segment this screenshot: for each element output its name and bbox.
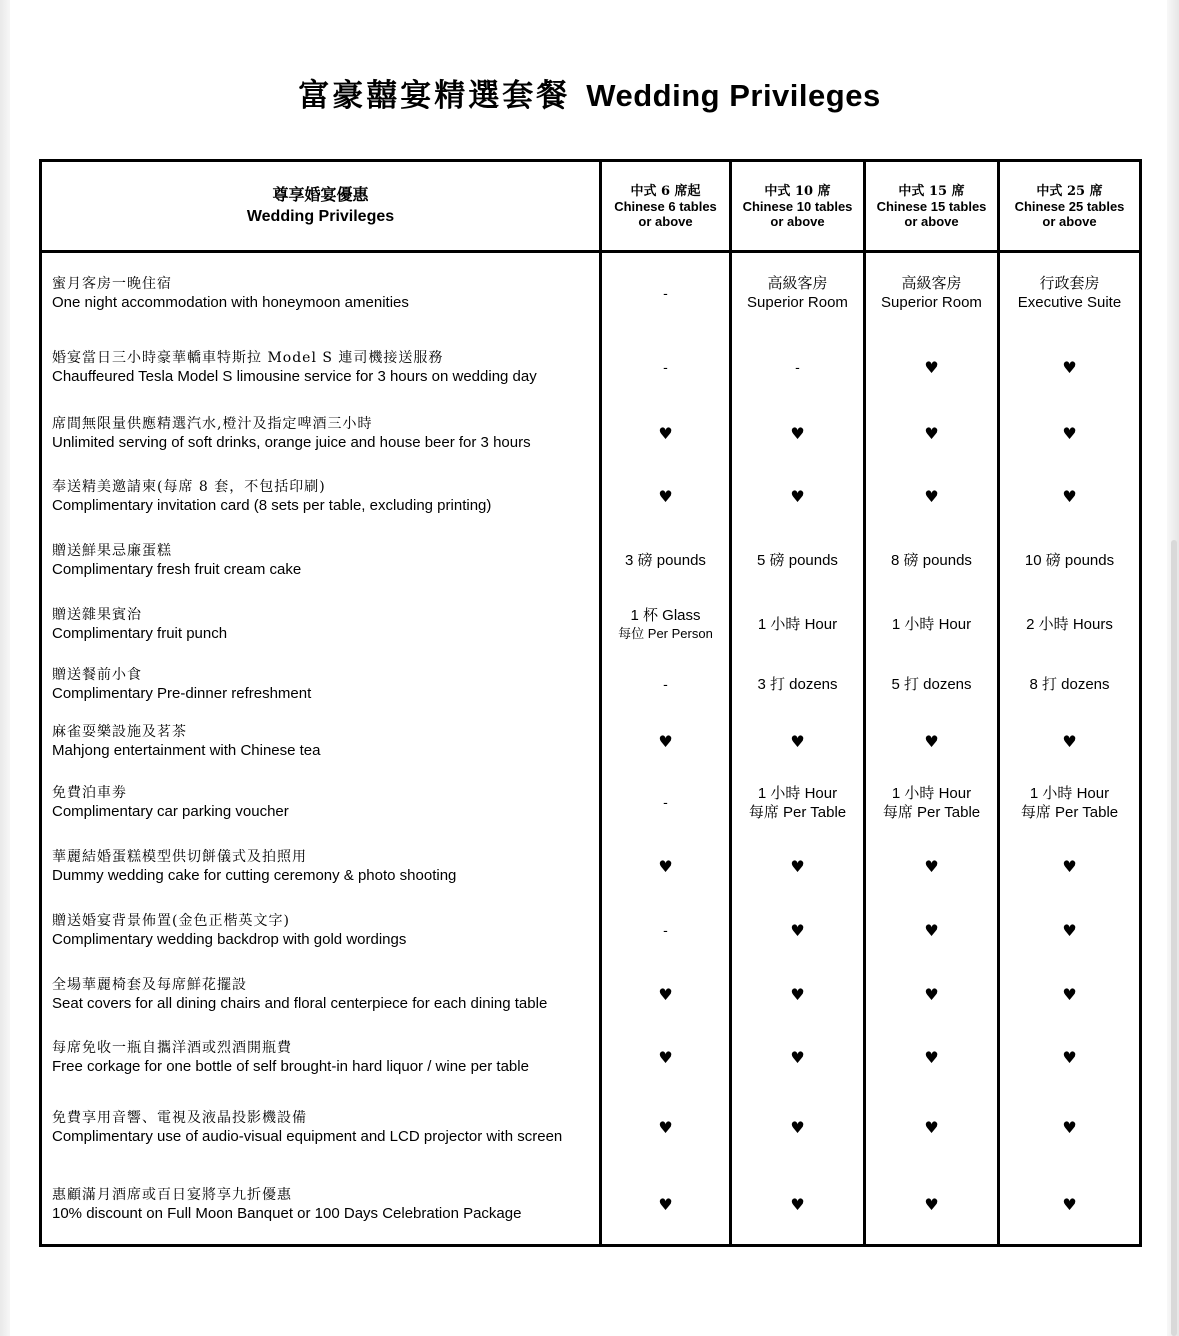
- included-cell: [865, 1026, 999, 1090]
- included-cell: [601, 836, 731, 898]
- cell-text: 2 小時 Hours: [1026, 616, 1113, 633]
- table-row: [41, 1090, 1141, 1166]
- privilege-zh: 全場華麗椅套及每席鮮花擺設: [52, 977, 247, 993]
- value-cell: [999, 594, 1141, 656]
- privilege-description: [41, 1090, 601, 1166]
- heart-icon: ♥: [790, 424, 805, 443]
- header-col-zh: 中式 6 席起: [630, 183, 701, 199]
- cell-text: 5 磅 pounds: [757, 552, 838, 569]
- included-cell: [999, 1026, 1141, 1090]
- page-title-zh: 富豪囍宴精選套餐: [298, 78, 571, 114]
- value-cell: [731, 252, 865, 334]
- included-cell: [865, 1166, 999, 1246]
- privilege-zh: 免費享用音響、電視及液晶投影機設備: [52, 1110, 307, 1126]
- heart-icon: ♥: [790, 921, 805, 940]
- heart-icon: ♥: [658, 1195, 673, 1215]
- privilege-zh: 奉送精美邀請柬(每席 8 套，不包括印刷): [52, 479, 326, 495]
- heart-icon: ♥: [790, 857, 805, 876]
- privilege-zh: 麻雀耍樂設施及茗茶: [52, 724, 187, 740]
- included-cell: [601, 466, 731, 528]
- header-col-en2: or above: [1042, 213, 1097, 229]
- table-row: [41, 1166, 1141, 1246]
- included-cell: [601, 1166, 731, 1246]
- privilege-description: [41, 1166, 601, 1246]
- value-cell: [865, 770, 999, 836]
- included-cell: [601, 964, 731, 1026]
- cell-text: 1 小時 Hour: [891, 616, 972, 633]
- dash-mark: -: [663, 359, 668, 375]
- value-cell: [865, 656, 999, 714]
- value-cell: [601, 528, 731, 594]
- table-row: [41, 714, 1141, 770]
- page-title: [0, 70, 1179, 115]
- privilege-description: [41, 714, 601, 770]
- included-cell: [999, 714, 1141, 770]
- value-cell: [731, 594, 865, 656]
- table-row: [41, 334, 1141, 402]
- header-col-10-tables: [731, 161, 865, 252]
- cell-text: 3 打 dozens: [757, 676, 838, 693]
- privilege-en: Complimentary invitation card (8 sets per table, excluding printing): [52, 497, 492, 514]
- header-col-en2: or above: [770, 213, 825, 229]
- table-row: [41, 528, 1141, 594]
- dash-mark: -: [663, 922, 668, 938]
- privilege-zh: 蜜月客房一晚住宿: [52, 275, 172, 292]
- heart-icon: ♥: [924, 1048, 939, 1067]
- header-col-en1: Chinese 15 tables: [876, 198, 987, 214]
- included-cell: [865, 964, 999, 1026]
- not-included-cell: [601, 770, 731, 836]
- privilege-zh: 贈送餐前小食: [52, 667, 142, 683]
- included-cell: [999, 1090, 1141, 1166]
- included-cell: [865, 466, 999, 528]
- privilege-en: Complimentary fresh fruit cream cake: [52, 561, 302, 578]
- privilege-description: [41, 528, 601, 594]
- included-cell: [731, 1166, 865, 1246]
- table-row: [41, 1026, 1141, 1090]
- privilege-description: [41, 656, 601, 714]
- privilege-en: Chauffeured Tesla Model S limousine service for 3 hours on wedding day: [52, 368, 537, 385]
- header-privileges-en: Wedding Privileges: [246, 208, 395, 225]
- privilege-en: Complimentary wedding backdrop with gold wordings: [52, 931, 407, 948]
- included-cell: [999, 836, 1141, 898]
- privilege-en: Complimentary car parking voucher: [52, 803, 289, 820]
- privilege-en: Free corkage for one bottle of self brought-in hard liquor / wine per table: [52, 1058, 529, 1075]
- included-cell: [865, 836, 999, 898]
- privilege-en: Dummy wedding cake for cutting ceremony & photo shooting: [52, 867, 457, 884]
- cell-text: Executive Suite: [1017, 294, 1122, 312]
- header-col-en1: Chinese 6 tables: [614, 198, 717, 214]
- heart-icon: ♥: [658, 1118, 673, 1137]
- heart-icon: ♥: [924, 487, 939, 506]
- privilege-zh: 婚宴當日三小時豪華轎車特斯拉 Model S 連司機接送服務: [52, 350, 444, 366]
- included-cell: [999, 334, 1141, 402]
- heart-icon: ♥: [790, 1118, 805, 1137]
- included-cell: [601, 402, 731, 466]
- heart-icon: ♥: [1062, 358, 1077, 377]
- heart-icon: ♥: [924, 857, 939, 876]
- cell-text: 1 小時 Hour: [1029, 784, 1110, 802]
- cell-text: 8 打 dozens: [1029, 676, 1110, 693]
- privilege-zh: 贈送鮮果忌廉蛋糕: [52, 543, 172, 559]
- included-cell: [999, 1166, 1141, 1246]
- cell-text: 1 杯 Glass: [630, 607, 701, 624]
- cell-text: 每席 Per Table: [1020, 803, 1119, 821]
- not-included-cell: [601, 252, 731, 334]
- value-cell: [731, 656, 865, 714]
- privilege-zh: 每席免收一瓶自攜洋酒或烈酒開瓶費: [52, 1040, 292, 1056]
- table-row: [41, 594, 1141, 656]
- included-cell: [601, 1090, 731, 1166]
- heart-icon: ♥: [790, 487, 805, 506]
- privilege-zh: 贈送婚宴背景佈置(金色正楷英文字): [52, 913, 290, 929]
- value-cell: [731, 770, 865, 836]
- header-col-15-tables: [865, 161, 999, 252]
- heart-icon: ♥: [924, 1195, 939, 1215]
- not-included-cell: [601, 898, 731, 964]
- cell-text: 1 小時 Hour: [891, 784, 972, 802]
- dash-mark: -: [663, 284, 668, 301]
- header-privileges: [41, 161, 601, 252]
- cell-text: 每席 Per Table: [748, 803, 847, 821]
- heart-icon: ♥: [924, 985, 939, 1004]
- header-col-en2: or above: [904, 213, 959, 229]
- table-row: [41, 656, 1141, 714]
- header-col-en1: Chinese 25 tables: [1014, 198, 1125, 214]
- included-cell: [731, 466, 865, 528]
- heart-icon: ♥: [658, 1048, 673, 1067]
- included-cell: [999, 466, 1141, 528]
- privilege-zh: 惠顧滿月酒席或百日宴將享九折優惠: [52, 1187, 292, 1204]
- cell-text: 1 小時 Hour: [757, 784, 838, 802]
- privilege-en: Unlimited serving of soft drinks, orange juice and house beer for 3 hours: [52, 434, 531, 451]
- privilege-zh: 贈送雜果賓治: [52, 607, 142, 623]
- header-col-en1: Chinese 10 tables: [742, 198, 853, 214]
- value-cell: [999, 252, 1141, 334]
- value-cell: [999, 528, 1141, 594]
- heart-icon: ♥: [924, 1118, 939, 1137]
- table-row: [41, 402, 1141, 466]
- included-cell: [999, 964, 1141, 1026]
- heart-icon: ♥: [658, 732, 673, 751]
- heart-icon: ♥: [1062, 1118, 1077, 1137]
- header-privileges-zh: 尊享婚宴優惠: [272, 185, 369, 204]
- privilege-en: One night accommodation with honeymoon amenities: [52, 293, 409, 311]
- dash-mark: -: [663, 676, 668, 692]
- value-cell: [865, 594, 999, 656]
- heart-icon: ♥: [924, 358, 939, 377]
- not-included-cell: [731, 334, 865, 402]
- heart-icon: ♥: [1062, 985, 1077, 1004]
- included-cell: [731, 898, 865, 964]
- cell-text: 行政套房: [1039, 275, 1100, 293]
- heart-icon: ♥: [790, 985, 805, 1004]
- heart-icon: ♥: [658, 985, 673, 1004]
- privilege-description: [41, 898, 601, 964]
- privilege-description: [41, 252, 601, 334]
- heart-icon: ♥: [658, 424, 673, 443]
- cell-text: 5 打 dozens: [891, 676, 972, 693]
- header-col-zh: 中式 25 席: [1036, 183, 1103, 199]
- privilege-description: [41, 964, 601, 1026]
- table-row: [41, 770, 1141, 836]
- cell-text: 高級客房: [767, 275, 828, 293]
- privilege-en: Complimentary Pre-dinner refreshment: [52, 685, 312, 702]
- included-cell: [865, 1090, 999, 1166]
- included-cell: [731, 714, 865, 770]
- cell-text: 8 磅 pounds: [891, 552, 972, 569]
- dash-mark: -: [795, 359, 800, 375]
- included-cell: [865, 402, 999, 466]
- table-row: [41, 964, 1141, 1026]
- privilege-zh: 席間無限量供應精選汽水,橙汁及指定啤酒三小時: [52, 416, 373, 432]
- table-body: [41, 252, 1141, 1246]
- privilege-en: Seat covers for all dining chairs and floral centerpiece for each dining table: [52, 995, 548, 1012]
- table-row: [41, 252, 1141, 334]
- value-cell: [999, 770, 1141, 836]
- heart-icon: ♥: [1062, 1195, 1077, 1215]
- heart-icon: ♥: [790, 1195, 805, 1215]
- heart-icon: ♥: [924, 424, 939, 443]
- privilege-en: Complimentary fruit punch: [52, 625, 228, 642]
- scrollbar-thumb[interactable]: [1171, 540, 1177, 1336]
- included-cell: [731, 402, 865, 466]
- cell-text: 3 磅 pounds: [625, 552, 706, 569]
- privileges-table: [39, 159, 1142, 1247]
- privilege-en: 10% discount on Full Moon Banquet or 100 Days Celebration Package: [52, 1205, 522, 1223]
- table-row: [41, 836, 1141, 898]
- value-cell: [999, 656, 1141, 714]
- not-included-cell: [601, 656, 731, 714]
- value-cell: [601, 594, 731, 656]
- heart-icon: ♥: [924, 921, 939, 940]
- included-cell: [999, 898, 1141, 964]
- value-cell: [731, 528, 865, 594]
- cell-text: 每席 Per Table: [882, 803, 981, 821]
- not-included-cell: [601, 334, 731, 402]
- privilege-zh: 免費泊車劵: [52, 785, 127, 801]
- page-edge-left: [0, 0, 10, 1336]
- heart-icon: ♥: [1062, 487, 1077, 506]
- header-col-6-tables: [601, 161, 731, 252]
- heart-icon: ♥: [658, 487, 673, 506]
- privilege-en: Mahjong entertainment with Chinese tea: [52, 742, 321, 759]
- cell-text: 1 小時 Hour: [757, 616, 838, 633]
- table-row: [41, 466, 1141, 528]
- privilege-description: [41, 334, 601, 402]
- heart-icon: ♥: [1062, 1048, 1077, 1067]
- included-cell: [731, 1026, 865, 1090]
- heart-icon: ♥: [790, 1048, 805, 1067]
- header-col-25-tables: [999, 161, 1141, 252]
- privilege-description: [41, 770, 601, 836]
- privilege-description: [41, 466, 601, 528]
- heart-icon: ♥: [1062, 921, 1077, 940]
- heart-icon: ♥: [1062, 424, 1077, 443]
- page-title-en: Wedding Privileges: [586, 78, 881, 113]
- cell-text: 10 磅 pounds: [1024, 552, 1115, 569]
- value-cell: [865, 528, 999, 594]
- included-cell: [865, 714, 999, 770]
- heart-icon: ♥: [924, 732, 939, 751]
- included-cell: [731, 964, 865, 1026]
- cell-text: Superior Room: [747, 294, 848, 312]
- heart-icon: ♥: [790, 732, 805, 751]
- privilege-zh: 華麗結婚蛋糕模型供切餅儀式及拍照用: [52, 849, 307, 865]
- included-cell: [731, 836, 865, 898]
- included-cell: [999, 402, 1141, 466]
- cell-text: Superior Room: [881, 294, 982, 312]
- privilege-en: Complimentary use of audio-visual equipment and LCD projector with screen: [52, 1128, 563, 1145]
- header-col-en2: or above: [638, 213, 693, 229]
- privilege-description: [41, 836, 601, 898]
- included-cell: [731, 1090, 865, 1166]
- dash-mark: -: [663, 794, 668, 810]
- header-col-zh: 中式 10 席: [764, 183, 831, 199]
- privilege-description: [41, 594, 601, 656]
- included-cell: [601, 714, 731, 770]
- cell-text: 每位 Per Person: [618, 626, 713, 641]
- included-cell: [865, 898, 999, 964]
- included-cell: [601, 1026, 731, 1090]
- heart-icon: ♥: [1062, 732, 1077, 751]
- heart-icon: ♥: [1062, 857, 1077, 876]
- included-cell: [865, 334, 999, 402]
- table-row: [41, 898, 1141, 964]
- header-col-zh: 中式 15 席: [898, 183, 965, 199]
- value-cell: [865, 252, 999, 334]
- table-header-row: [41, 161, 1141, 252]
- privilege-description: [41, 1026, 601, 1090]
- heart-icon: ♥: [658, 857, 673, 876]
- cell-text: 高級客房: [901, 275, 962, 293]
- privilege-description: [41, 402, 601, 466]
